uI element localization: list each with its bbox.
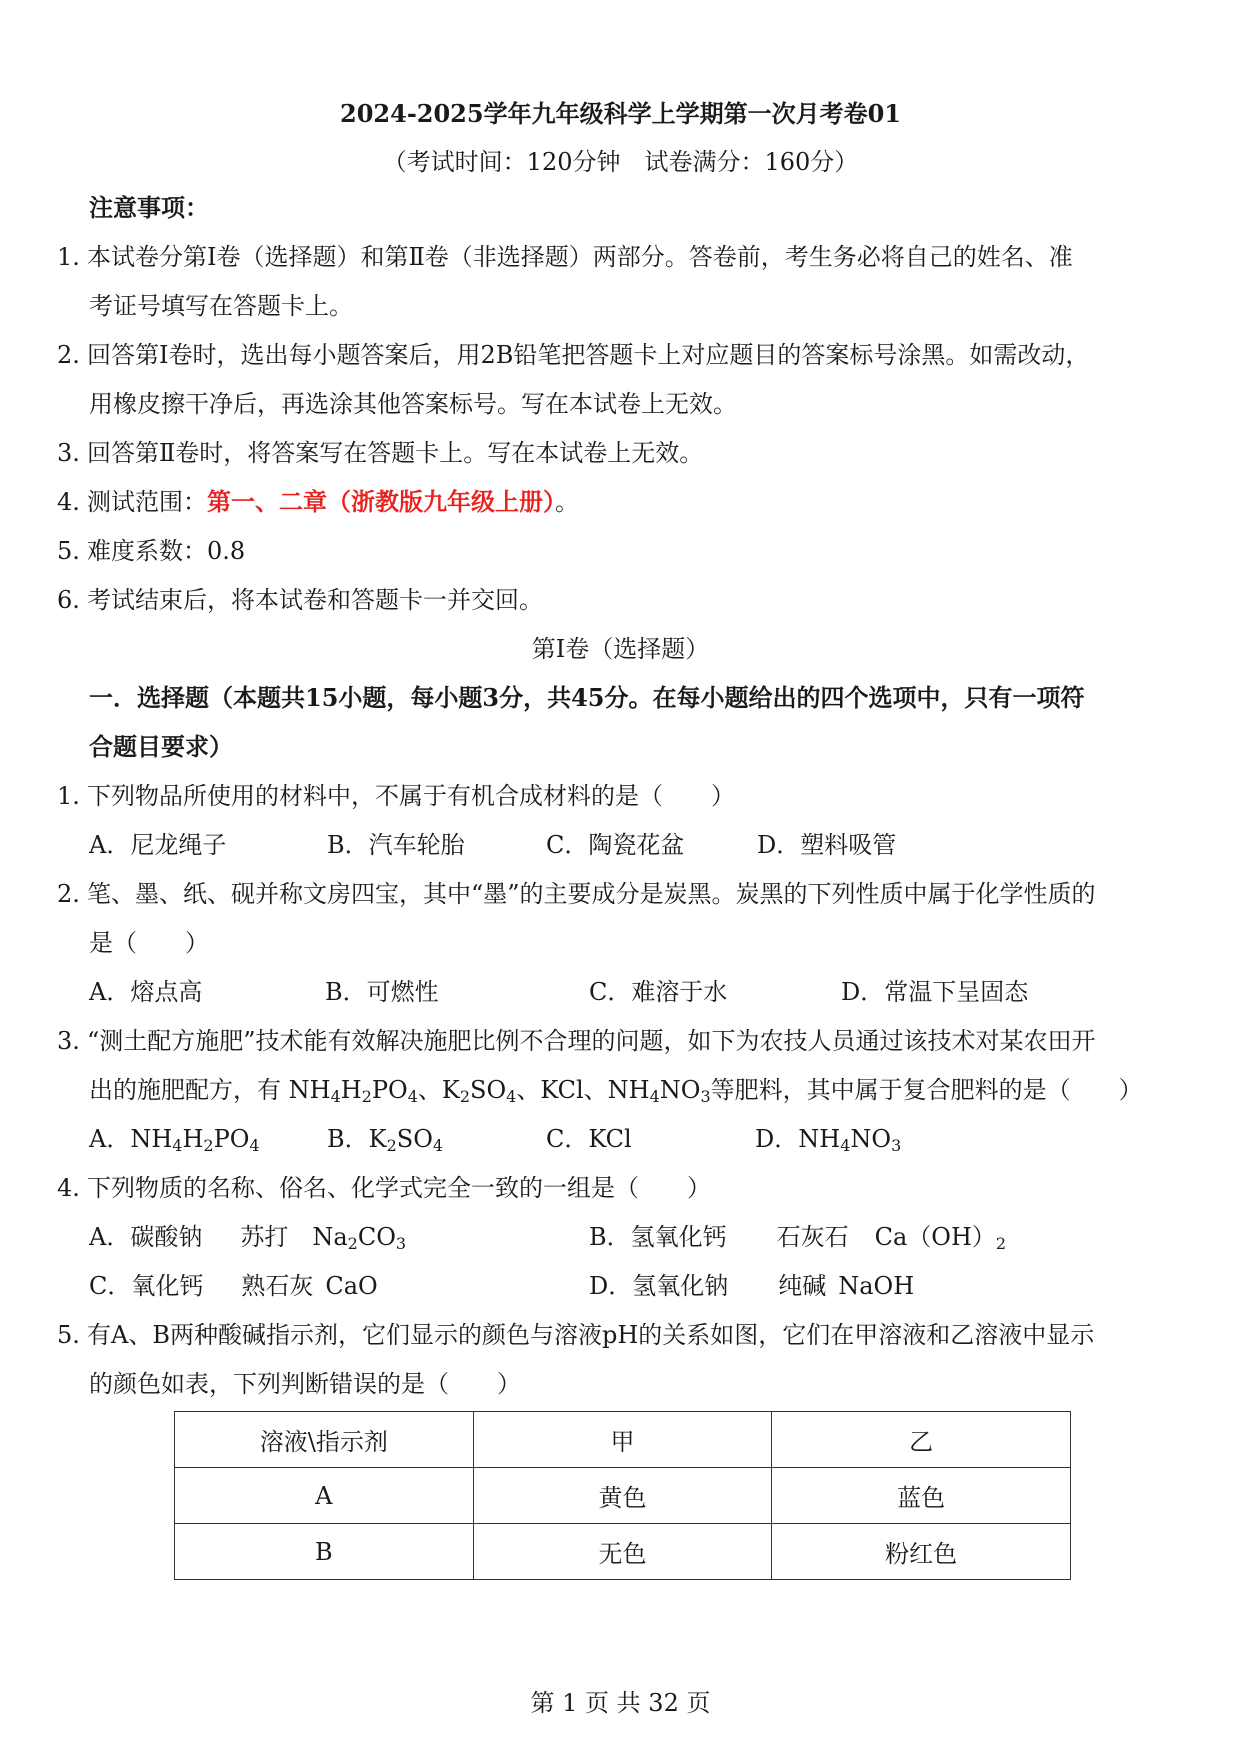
note-number: 4. [57, 488, 80, 516]
chemical-formula: CaO [325, 1272, 378, 1300]
chemical-formula: Ca（OH） [874, 1223, 996, 1251]
option-label: D． [755, 1125, 799, 1153]
table-cell: A [175, 1468, 474, 1524]
q2-option-a: A．熔点高 [89, 978, 203, 1006]
note-6 [57, 584, 543, 616]
common-name: 苏打 [240, 1223, 289, 1251]
table-cell: 粉红色 [772, 1524, 1071, 1580]
section-instruction: 一．选择题（本题共15小题，每小题3分，共45分。在每小题给出的四个选项中，只有一项符 [89, 683, 1085, 712]
q4-option-c [89, 1270, 378, 1302]
q1-option-b: B．汽车轮胎 [327, 831, 465, 859]
note-2 [57, 339, 1089, 371]
question-number: 2. [57, 880, 80, 908]
option-label: D．氢氧化钠 [589, 1272, 729, 1300]
question-1-stem [57, 780, 735, 812]
question-4-stem [57, 1172, 711, 1204]
exam-subtitle: （考试时间：120分钟 试卷满分：160分） [382, 148, 859, 176]
note-3 [57, 437, 703, 469]
question-text: 有A、B两种酸碱指示剂，它们显示的颜色与溶液pH的关系如图，它们在甲溶液和乙溶液中显示 [87, 1321, 1095, 1349]
q2-option-c: C．难溶于水 [589, 978, 728, 1006]
note-number: 5. [57, 537, 80, 565]
q4-option-b: B．氢氧化钙 石灰石 $Ca(OH)_2$ [589, 1223, 1007, 1253]
question-text: 出的施肥配方，有 [89, 1076, 281, 1104]
note-1 [57, 241, 1073, 273]
q3-option-d: D．$NH_4NO_3$ [755, 1125, 902, 1155]
note-5 [57, 535, 245, 567]
table-header-row [175, 1412, 1071, 1468]
q4-option-d [589, 1270, 914, 1302]
question-text: 等肥料，其中属于复合肥料的是（ ） [710, 1076, 1143, 1104]
question-5-stem [57, 1319, 1094, 1351]
note-number: 2. [57, 341, 80, 369]
table-cell: 无色 [473, 1524, 772, 1580]
option-label: A．碳酸钠 [89, 1223, 203, 1251]
table-header-cell: 甲 [473, 1412, 772, 1468]
option-label: B． [327, 1125, 369, 1153]
option-label: A． [89, 1125, 131, 1153]
option-label: B．氢氧化钙 [589, 1223, 727, 1251]
table-cell: 蓝色 [772, 1468, 1071, 1524]
table-row [175, 1524, 1071, 1580]
question-text: 下列物质的名称、俗名、化学式完全一致的一组是（ ） [87, 1174, 711, 1202]
note-number: 6. [57, 586, 80, 614]
q4-option-a: A．碳酸钠 苏打 $Na_2CO_3$ [89, 1223, 407, 1253]
common-name: 纯碱 [778, 1272, 827, 1300]
test-scope-highlight: 第一、二章（浙教版九年级上册） [207, 487, 555, 516]
question-text: 下列物品所使用的材料中，不属于有机合成材料的是（ ） [87, 782, 735, 810]
note-4 [57, 486, 579, 518]
question-number: 4. [57, 1174, 80, 1202]
q3-option-a: A．$NH_4H_2PO_4$ [89, 1125, 260, 1155]
table-row [175, 1468, 1071, 1524]
note-text: 测试范围： [87, 488, 207, 516]
page-footer: 第 1 页 共 32 页 [530, 1689, 711, 1717]
q3-option-c: C．KCl [546, 1125, 632, 1153]
note-1-continued: 考证号填写在答题卡上。 [89, 292, 353, 320]
question-text: “测土配方施肥”技术能有效解决施肥比例不合理的问题，如下为农技人员通过该技术对某农田开 [87, 1027, 1096, 1055]
section-title: 第Ⅰ卷（选择题） [531, 635, 710, 663]
common-name: 熟石灰 [241, 1272, 314, 1300]
chemical-formula: NaOH [838, 1272, 915, 1300]
note-2-continued: 用橡皮擦干净后，再选涂其他答案标号。写在本试卷上无效。 [89, 390, 737, 418]
note-text: 回答第Ⅰ卷时，选出每小题答案后，用2B铅笔把答题卡上对应题目的答案标号涂黑。如需改动， [87, 341, 1090, 369]
question-number: 3. [57, 1027, 80, 1055]
section-instruction-continued: 合题目要求） [89, 732, 233, 761]
notes-heading: 注意事项： [89, 193, 209, 222]
question-number: 5. [57, 1321, 80, 1349]
option-label: C．氧化钙 [89, 1272, 204, 1300]
indicator-color-table [174, 1411, 1071, 1580]
note-suffix: 。 [555, 488, 579, 516]
question-2-stem-continued: 是（ ） [89, 929, 209, 957]
exam-title: 2024-2025学年九年级科学上学期第一次月考卷01 [340, 99, 901, 128]
q1-option-a: A．尼龙绳子 [89, 831, 227, 859]
table-cell: 黄色 [473, 1468, 772, 1524]
common-name: 石灰石 [776, 1223, 849, 1251]
q1-option-d: D．塑料吸管 [757, 831, 897, 859]
note-text: 难度系数：0.8 [87, 537, 246, 565]
note-number: 3. [57, 439, 80, 467]
q3-option-b: B．$K_2SO_4$ [327, 1125, 444, 1155]
table-cell: B [175, 1524, 474, 1580]
note-text: 回答第Ⅱ卷时，将答案写在答题卡上。写在本试卷上无效。 [87, 439, 704, 467]
question-2-stem [57, 878, 1096, 910]
table-header-cell: 乙 [772, 1412, 1071, 1468]
question-3-stem [57, 1025, 1096, 1057]
question-text: 笔、墨、纸、砚并称文房四宝，其中“墨”的主要成分是炭黑。炭黑的下列性质中属于化学性质的 [87, 880, 1096, 908]
question-5-stem-continued: 的颜色如表，下列判断错误的是（ ） [89, 1370, 521, 1398]
table-header-cell: 溶液\指示剂 [175, 1412, 474, 1468]
note-number: 1. [57, 243, 80, 271]
q1-option-c: C．陶瓷花盆 [546, 831, 685, 859]
note-text: 本试卷分第Ⅰ卷（选择题）和第Ⅱ卷（非选择题）两部分。答卷前，考生务必将自己的姓名、准 [87, 243, 1073, 271]
q2-option-d: D．常温下呈固态 [841, 978, 1029, 1006]
q2-option-b: B．可燃性 [325, 978, 439, 1006]
question-3-stem-continued: 出的施肥配方，有 $NH_4H_2PO_4$、$K_2SO_4$、KCl、$NH_4NO_3$等肥料，其中属于复合肥料的是（ ） [89, 1076, 1143, 1106]
question-number: 1. [57, 782, 80, 810]
note-text: 考试结束后，将本试卷和答题卡一并交回。 [87, 586, 543, 614]
